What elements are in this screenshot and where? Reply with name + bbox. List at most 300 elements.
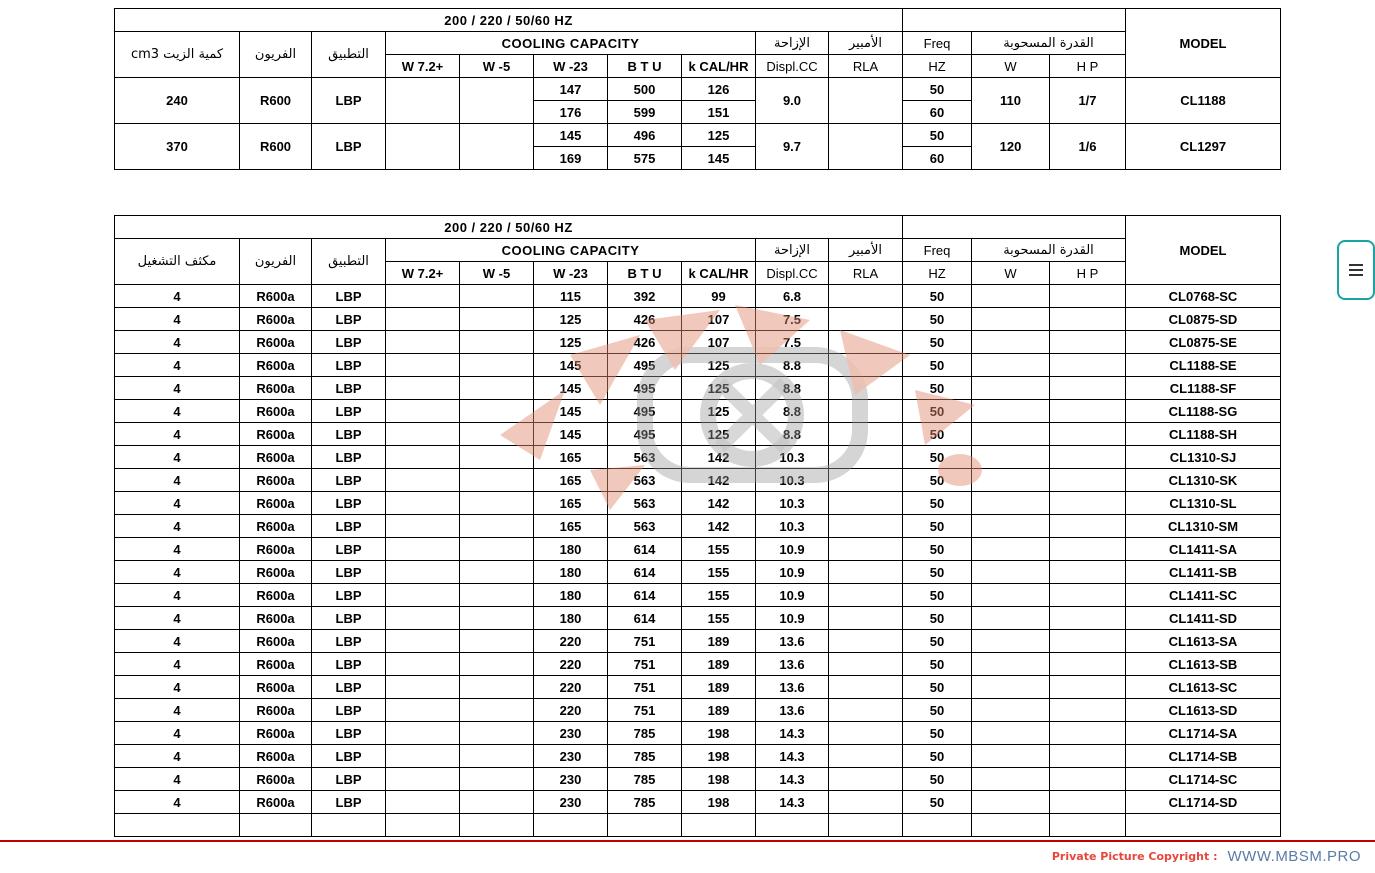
cell-w72 [386,285,460,308]
cell-kcal: 155 [682,538,756,561]
cell-refrigerant: R600a [240,285,312,308]
cell-displ: 8.8 [756,377,829,400]
cell-model [1126,814,1281,837]
cell-hz: 50 [903,515,972,538]
cell-application [312,814,386,837]
cell-w23: 220 [534,630,608,653]
cell-hp: 1/6 [1050,124,1126,170]
cell-displ: 10.9 [756,584,829,607]
cell-btu: 785 [608,768,682,791]
cell-kcal: 155 [682,584,756,607]
table1-subheader-hz: HZ [903,55,972,78]
table1-subheader-w23: W -23 [534,55,608,78]
cell-btu: 500 [608,78,682,101]
cell-btu: 614 [608,538,682,561]
footer [0,848,1375,865]
cell-displ: 13.6 [756,676,829,699]
cell-btu: 575 [608,147,682,170]
cell-btu: 751 [608,699,682,722]
cell-model: CL1310-SK [1126,469,1281,492]
cell-refrigerant: R600a [240,308,312,331]
cell-displ: 10.3 [756,469,829,492]
cell-run-capacitor: 4 [115,722,240,745]
cell-run-capacitor: 4 [115,469,240,492]
cell-w5 [460,768,534,791]
cell-refrigerant: R600a [240,653,312,676]
table1-subheader-displ: Displ.CC [756,55,829,78]
cell-hp [1050,768,1126,791]
cell-watts [972,354,1050,377]
cell-displ: 13.6 [756,630,829,653]
table1-subheader-btu: B T U [608,55,682,78]
cell-rla [829,745,903,768]
table2-header-cooling-capacity: COOLING CAPACITY [386,239,756,262]
cell-run-capacitor: 4 [115,745,240,768]
cell-run-capacitor: 4 [115,561,240,584]
cell-w72 [386,538,460,561]
cell-rla [829,722,903,745]
cell-btu: 563 [608,492,682,515]
cell-model: CL1188-SH [1126,423,1281,446]
cell-watts [972,630,1050,653]
cell-refrigerant: R600 [240,124,312,170]
cell-hp [1050,400,1126,423]
cell-w23: 147 [534,78,608,101]
cell-btu: 495 [608,377,682,400]
cell-w5 [460,745,534,768]
cell-displ: 10.9 [756,538,829,561]
cell-hp [1050,354,1126,377]
table2-header-power: القدرة المسحوبة [972,239,1126,262]
cell-model: CL1411-SD [1126,607,1281,630]
cell-model: CL1310-SM [1126,515,1281,538]
cell-btu: 495 [608,423,682,446]
cell-w5 [460,124,534,170]
cell-rla [829,699,903,722]
cell-application: LBP [312,423,386,446]
cell-watts [972,653,1050,676]
cell-w72 [386,354,460,377]
cell-run-capacitor: 4 [115,699,240,722]
cell-w23: 230 [534,745,608,768]
cell-hz: 50 [903,492,972,515]
cell-refrigerant: R600a [240,400,312,423]
cell-rla [829,584,903,607]
table-row [115,446,1281,469]
table2-header-application: التطبيق [312,239,386,285]
cell-hz: 50 [903,469,972,492]
cell-model: CL1188-SF [1126,377,1281,400]
cell-w72 [386,791,460,814]
cell-w72 [386,124,460,170]
table1-subheader-w72: W 7.2+ [386,55,460,78]
table-row [115,308,1281,331]
table1-header-freq: Freq [903,32,972,55]
cell-hz: 50 [903,354,972,377]
cell-application: LBP [312,561,386,584]
cell-model: CL1188-SG [1126,400,1281,423]
cell-btu [608,814,682,837]
cell-hz: 50 [903,676,972,699]
cell-hp [1050,791,1126,814]
table1-subheader-hp: H P [1050,55,1126,78]
cell-application: LBP [312,78,386,124]
table-row [115,377,1281,400]
cell-w5 [460,354,534,377]
cell-w72 [386,377,460,400]
cell-w5 [460,78,534,124]
cell-hp [1050,423,1126,446]
table-row [115,791,1281,814]
cell-w5 [460,814,534,837]
cell-btu: 392 [608,285,682,308]
table-row [115,78,1281,101]
cell-kcal: 155 [682,561,756,584]
cell-btu: 751 [608,630,682,653]
cell-w72 [386,653,460,676]
cell-application: LBP [312,791,386,814]
cell-w72 [386,745,460,768]
cell-w5 [460,331,534,354]
cell-btu: 599 [608,101,682,124]
cell-run-capacitor: 4 [115,607,240,630]
cell-application: LBP [312,699,386,722]
cell-watts [972,492,1050,515]
cell-hz: 50 [903,699,972,722]
cell-rla [829,400,903,423]
cell-application: LBP [312,538,386,561]
cell-refrigerant: R600a [240,791,312,814]
side-menu-handle[interactable] [1337,240,1375,300]
cell-w23: 230 [534,768,608,791]
cell-displ: 10.9 [756,561,829,584]
cell-run-capacitor: 4 [115,515,240,538]
table2-subheader-kcal: k CAL/HR [682,262,756,285]
cell-w23: 145 [534,354,608,377]
cell-w72 [386,400,460,423]
cell-watts [972,469,1050,492]
cell-w5 [460,653,534,676]
cell-rla [829,814,903,837]
cell-w5 [460,607,534,630]
table-row [115,400,1281,423]
cell-refrigerant: R600a [240,745,312,768]
cell-hp [1050,607,1126,630]
table-row [115,285,1281,308]
cell-w23: 180 [534,561,608,584]
cell-watts [972,607,1050,630]
cell-hz: 50 [903,446,972,469]
footer-divider [0,840,1375,842]
cell-rla [829,538,903,561]
cell-w72 [386,492,460,515]
cell-btu: 614 [608,584,682,607]
cell-hp [1050,469,1126,492]
table1-header-oil: كمية الزيت cm3 [115,32,240,78]
cell-run-capacitor: 4 [115,584,240,607]
cell-hp [1050,308,1126,331]
cell-w5 [460,791,534,814]
cell-kcal: 198 [682,722,756,745]
cell-watts [972,515,1050,538]
cell-application: LBP [312,492,386,515]
cell-hz: 50 [903,607,972,630]
cell-w72 [386,78,460,124]
cell-w72 [386,331,460,354]
cell-watts [972,423,1050,446]
cell-hz: 50 [903,630,972,653]
cell-displ: 10.9 [756,607,829,630]
cell-rla [829,630,903,653]
table2-subheader-w: W [972,262,1050,285]
table-row [115,492,1281,515]
cell-application: LBP [312,584,386,607]
cell-hz: 50 [903,791,972,814]
cell-watts [972,814,1050,837]
cell-model: CL1613-SA [1126,630,1281,653]
cell-displ: 8.8 [756,400,829,423]
cell-w5 [460,538,534,561]
table-row [115,354,1281,377]
cell-w5 [460,676,534,699]
cell-refrigerant: R600a [240,515,312,538]
cell-kcal: 155 [682,607,756,630]
cell-model: CL1613-SC [1126,676,1281,699]
table2-subheader-w23: W -23 [534,262,608,285]
cell-refrigerant: R600a [240,377,312,400]
cell-kcal: 125 [682,124,756,147]
cell-watts [972,377,1050,400]
cell-kcal: 142 [682,446,756,469]
cell-hp [1050,285,1126,308]
cell-application: LBP [312,768,386,791]
cell-refrigerant: R600a [240,538,312,561]
cell-hz: 50 [903,561,972,584]
cell-hp [1050,722,1126,745]
cell-hz: 50 [903,653,972,676]
cell-rla [829,561,903,584]
cell-watts [972,676,1050,699]
cell-w23: 220 [534,699,608,722]
cell-model: CL1714-SC [1126,768,1281,791]
cell-w72 [386,699,460,722]
cell-rla [829,446,903,469]
cell-displ: 9.7 [756,124,829,170]
cell-model: CL1188 [1126,78,1281,124]
cell-run-capacitor: 4 [115,630,240,653]
cell-run-capacitor [115,814,240,837]
cell-hp [1050,745,1126,768]
cell-w5 [460,446,534,469]
cell-hp [1050,538,1126,561]
cell-w72 [386,584,460,607]
cell-w23: 169 [534,147,608,170]
cell-w5 [460,699,534,722]
cell-hp [1050,515,1126,538]
cell-btu: 426 [608,308,682,331]
cell-watts [972,400,1050,423]
cell-w72 [386,561,460,584]
cell-model: CL1613-SD [1126,699,1281,722]
cell-application: LBP [312,722,386,745]
cell-btu: 785 [608,791,682,814]
cell-btu: 751 [608,653,682,676]
cell-hp [1050,492,1126,515]
cell-w5 [460,423,534,446]
cell-model: CL1188-SE [1126,354,1281,377]
cell-hp: 1/7 [1050,78,1126,124]
cell-kcal: 107 [682,308,756,331]
cell-watts [972,768,1050,791]
menu-icon [1349,264,1363,276]
cell-kcal: 125 [682,377,756,400]
cell-btu: 563 [608,515,682,538]
cell-rla [829,676,903,699]
cell-w23: 125 [534,331,608,354]
table-row [115,745,1281,768]
table-row [115,469,1281,492]
cell-hz: 50 [903,78,972,101]
cell-w23: 125 [534,308,608,331]
table2-subheader-btu: B T U [608,262,682,285]
cell-watts [972,446,1050,469]
table1-header-displacement: الإزاحة [756,32,829,55]
cell-w23: 220 [534,676,608,699]
table-row [115,676,1281,699]
cell-w23: 176 [534,101,608,124]
cell-displ: 7.5 [756,308,829,331]
cell-application: LBP [312,676,386,699]
cell-model: CL1714-SD [1126,791,1281,814]
table-row [115,699,1281,722]
cell-hz: 50 [903,584,972,607]
cell-rla [829,331,903,354]
table-row [115,722,1281,745]
cell-model: CL1411-SB [1126,561,1281,584]
cell-refrigerant: R600a [240,584,312,607]
cell-model: CL0875-SE [1126,331,1281,354]
cell-displ: 14.3 [756,722,829,745]
cell-btu: 751 [608,676,682,699]
cell-application: LBP [312,377,386,400]
cell-w5 [460,400,534,423]
table2-subheader-rla: RLA [829,262,903,285]
cell-displ: 7.5 [756,331,829,354]
table1-header-cooling-capacity: COOLING CAPACITY [386,32,756,55]
cell-run-capacitor: 4 [115,308,240,331]
cell-watts [972,745,1050,768]
cell-w72 [386,768,460,791]
cell-displ: 14.3 [756,768,829,791]
cell-hp [1050,377,1126,400]
cell-kcal: 198 [682,745,756,768]
cell-watts [972,584,1050,607]
cell-hp [1050,630,1126,653]
table-row [115,561,1281,584]
cell-w5 [460,308,534,331]
cell-rla [829,124,903,170]
cell-kcal: 125 [682,354,756,377]
cell-w23: 145 [534,423,608,446]
table2-header-refrigerant: الفريون [240,239,312,285]
cell-btu: 785 [608,745,682,768]
cell-hz: 50 [903,377,972,400]
cell-w5 [460,722,534,745]
cell-w23: 180 [534,607,608,630]
cell-run-capacitor: 4 [115,377,240,400]
cell-run-capacitor: 4 [115,492,240,515]
table-row [115,607,1281,630]
cell-displ [756,814,829,837]
cell-run-capacitor: 4 [115,331,240,354]
table1-subheader-kcal: k CAL/HR [682,55,756,78]
cell-watts [972,699,1050,722]
cell-run-capacitor: 4 [115,354,240,377]
cell-hz [903,814,972,837]
cell-model: CL1714-SA [1126,722,1281,745]
cell-kcal: 125 [682,423,756,446]
cell-watts [972,331,1050,354]
cell-w23: 165 [534,492,608,515]
cell-refrigerant: R600a [240,469,312,492]
cell-w72 [386,814,460,837]
cell-run-capacitor: 4 [115,423,240,446]
cell-displ: 8.8 [756,423,829,446]
cell-displ: 13.6 [756,653,829,676]
cell-model: CL1297 [1126,124,1281,170]
cell-refrigerant: R600 [240,78,312,124]
cell-w23: 220 [534,653,608,676]
cell-application: LBP [312,515,386,538]
cell-w5 [460,377,534,400]
cell-btu: 563 [608,446,682,469]
cell-hp [1050,653,1126,676]
cell-w23: 165 [534,469,608,492]
cell-kcal: 189 [682,676,756,699]
cell-displ: 10.3 [756,492,829,515]
cell-kcal: 189 [682,630,756,653]
cell-run-capacitor: 4 [115,791,240,814]
cell-rla [829,515,903,538]
cell-kcal: 189 [682,653,756,676]
cell-application: LBP [312,308,386,331]
cell-w72 [386,469,460,492]
table2-banner: 200 / 220 / 50/60 HZ [115,216,903,239]
table2-subheader-hp: H P [1050,262,1126,285]
cell-w23: 145 [534,377,608,400]
table1-header-model: MODEL [1126,9,1281,78]
cell-run-capacitor: 4 [115,285,240,308]
cell-run-capacitor: 4 [115,768,240,791]
cell-run-capacitor: 4 [115,446,240,469]
cell-watts: 110 [972,78,1050,124]
table1-subheader-w5: W -5 [460,55,534,78]
table-row [115,653,1281,676]
cell-application: LBP [312,400,386,423]
table2-header-freq: Freq [903,239,972,262]
cell-hp [1050,584,1126,607]
cell-w5 [460,561,534,584]
cell-model: CL1411-SC [1126,584,1281,607]
cell-w72 [386,676,460,699]
cell-kcal: 142 [682,469,756,492]
cell-w5 [460,584,534,607]
cell-w23: 145 [534,400,608,423]
cell-application: LBP [312,285,386,308]
cell-hp [1050,814,1126,837]
cell-w23 [534,814,608,837]
table1-subheader-w: W [972,55,1050,78]
